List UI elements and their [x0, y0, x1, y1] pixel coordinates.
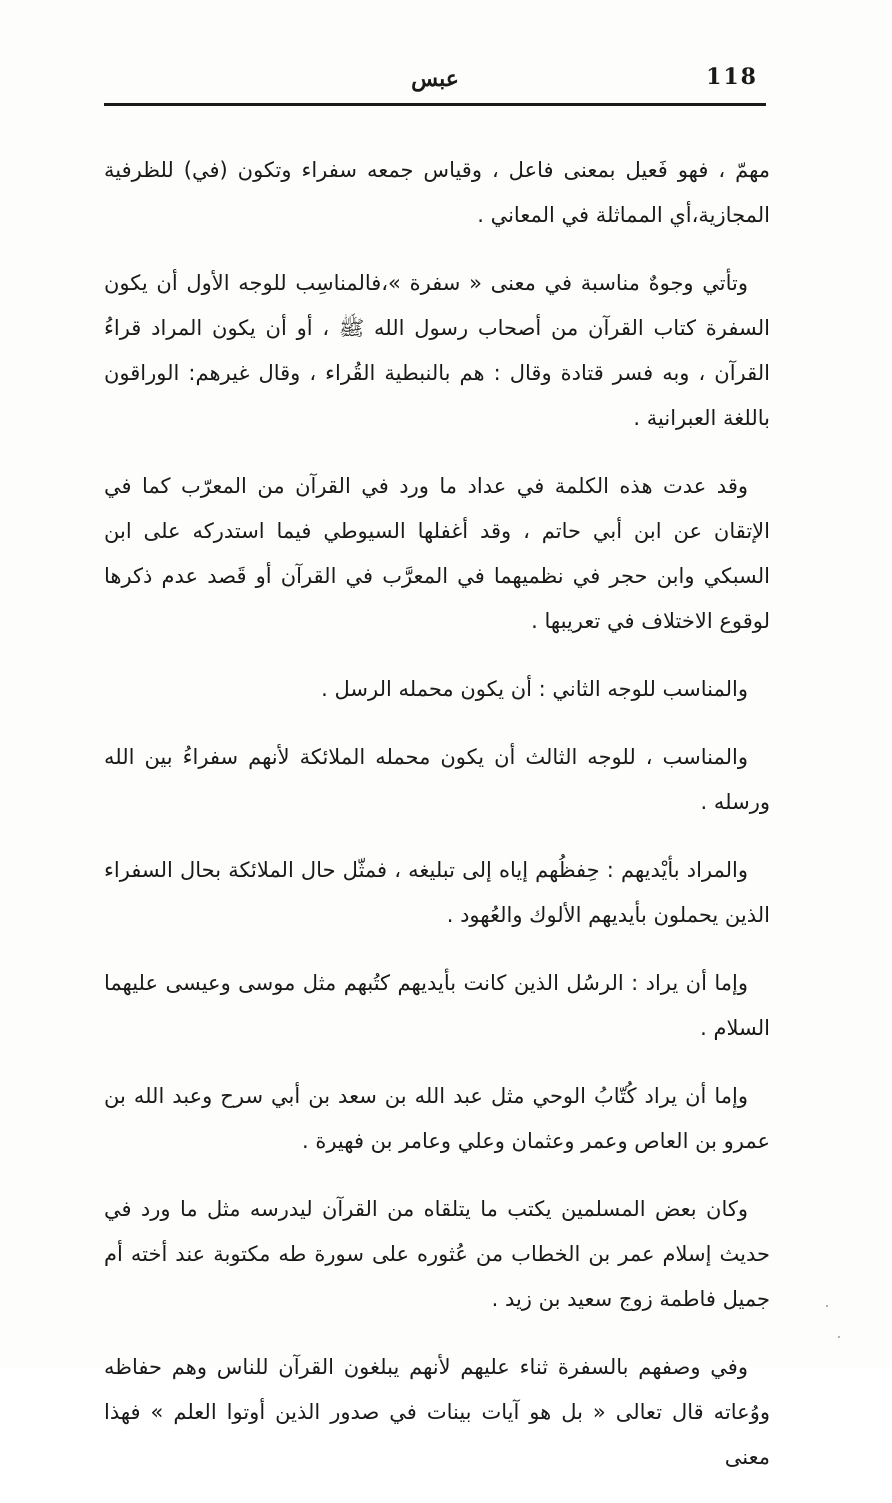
paragraph: والمناسب للوجه الثاني : أن يكون محمله الرسل . [321, 677, 748, 701]
page-header [104, 62, 766, 102]
page-number: 118 [706, 64, 758, 90]
paragraph: وإما أن يراد : الرسُل الذين كانت بأيديهم كتُبهم مثل موسى وعيسى عليهما السلام . [104, 971, 770, 1040]
paragraph: مهمّ ، فهو فَعيل بمعنى فاعل ، وقياس جمعه سفراء وتكون (في) للظرفية المجازية،أي المماثلة في المعاني . [104, 158, 770, 227]
paragraph: وتأتي وجوهٌ مناسبة في معنى « سفرة »،فالمناسِب للوجه الأول أن يكون السفرة كتاب القرآن من أصحاب رسول الله ﷺ ، أو أن يكون المراد قراءُ القرآن ، وبه فسر قتادة وقال : هم بالنبطية القُراء ، وقال غيرهم: الوراقون باللغة العبرانية . [104, 271, 770, 430]
paragraph: والمناسب ، للوجه الثالث أن يكون محمله الملائكة لأنهم سفراءُ بين الله ورسله . [104, 745, 770, 814]
paragraph: والمراد بأيْديهم : حِفظُهم إياه إلى تبليغه ، فمثّل حال الملائكة بحال السفراء الذين يحملون بأيديهم الألوك والعُهود . [104, 858, 770, 927]
paragraph: وإما أن يراد كُتّابُ الوحي مثل عبد الله بن سعد بن أبي سرح وعبد الله بن عمرو بن العاص وعمر وعثمان وعلي وعامر بن فهيرة . [104, 1084, 770, 1153]
header-rule [104, 103, 766, 106]
paragraph: وفي وصفهم بالسفرة ثناء عليهم لأنهم يبلغون القرآن للناس وهم حفاظه ووُعاته قال تعالى « بل هو آيات بينات في صدور الذين أوتوا العلم » فهذا معنى [104, 1355, 770, 1469]
scan-speck [826, 1305, 828, 1307]
body-text [104, 148, 770, 1503]
running-title: عبس [411, 66, 459, 92]
paragraph: وكان بعض المسلمين يكتب ما يتلقاه من القرآن ليدرسه مثل ما ورد في حديث إسلام عمر بن الخطاب من عُثوره على سورة طه مكتوبة عند أخته أم جميل فاطمة زوج سعيد بن زيد . [104, 1197, 770, 1311]
paragraph: وقد عدت هذه الكلمة في عداد ما ورد في القرآن من المعرّب كما في الإتقان عن ابن أبي حاتم ، وقد أغفلها السيوطي فيما استدركه على ابن السبكي وابن حجر في نظميهما في المعرَّب في القرآن أو قَصد عدم ذكرها لوقوع الاختلاف في تعريبها . [104, 474, 770, 633]
scan-speck [838, 1336, 840, 1338]
